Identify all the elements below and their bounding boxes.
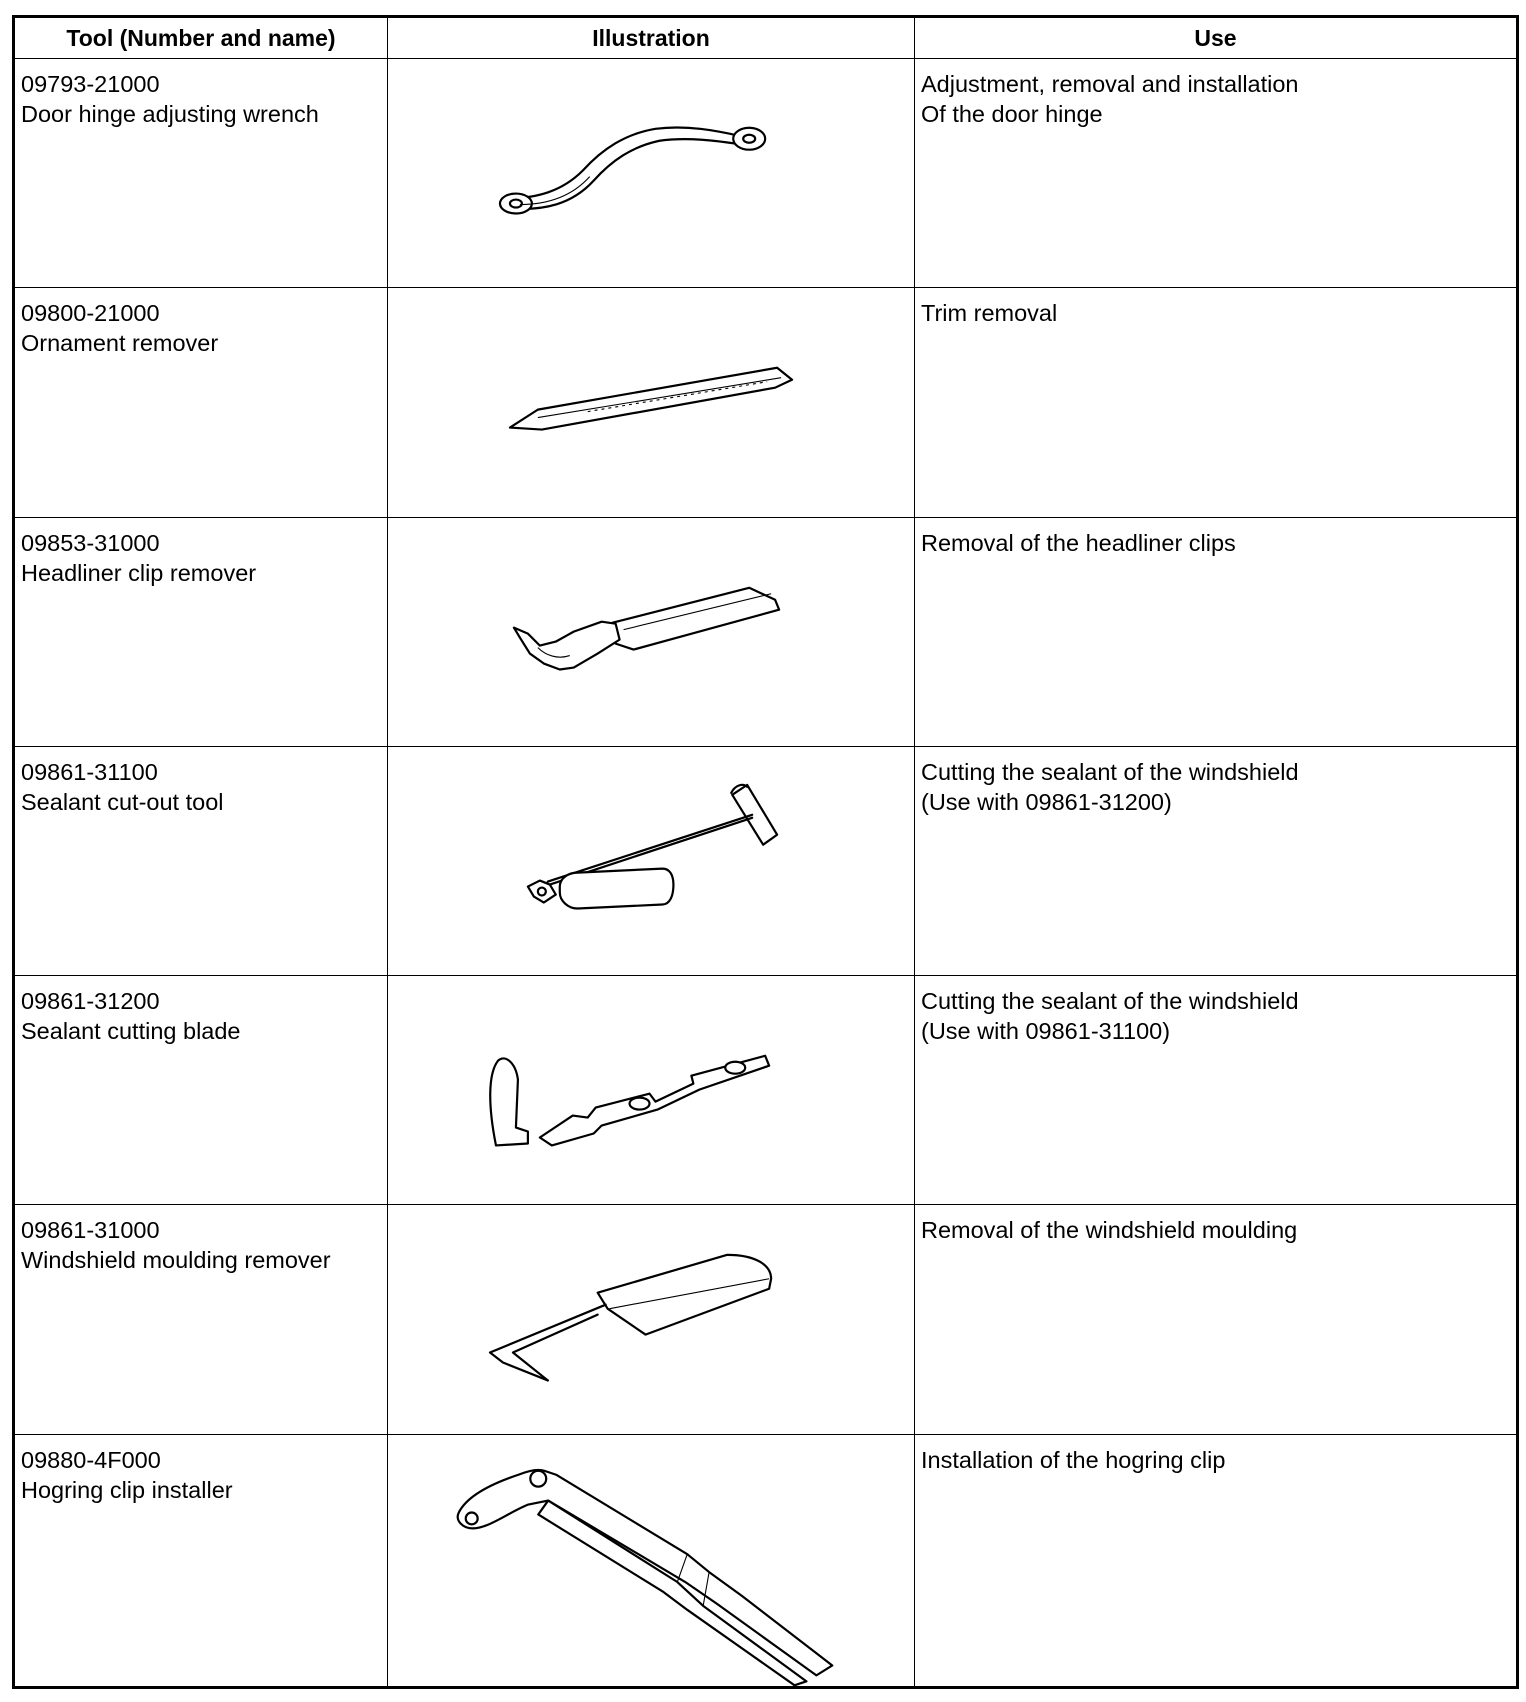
use-line: Cutting the sealant of the windshield [921, 988, 1299, 1015]
tool-cell [14, 1434, 388, 1687]
use-line: (Use with 09861-31100) [921, 1018, 1171, 1045]
tool-name: Hogring clip installer [21, 1476, 233, 1503]
use-line: Removal of the windshield moulding [921, 1217, 1298, 1244]
illustration-cell [388, 1434, 915, 1687]
use-cell [915, 59, 1518, 288]
hogring-clip-installer-icon [388, 1435, 914, 1686]
use-cell [915, 288, 1518, 517]
tool-number: 09793-21000 [21, 71, 160, 97]
tool-name: Windshield moulding remover [21, 1247, 331, 1274]
illustration-cell [388, 517, 915, 746]
special-tools-table [12, 15, 1519, 1689]
table-row [14, 976, 1518, 1205]
header-use: Use [915, 17, 1518, 59]
sealant-cutting-blade-icon [388, 976, 914, 1204]
ornament-remover-icon [388, 288, 914, 516]
use-cell [915, 746, 1518, 975]
tool-cell [14, 59, 388, 288]
tool-name: Door hinge adjusting wrench [21, 101, 319, 127]
header-tool: Tool (Number and name) [14, 17, 388, 59]
tool-name: Ornament remover [21, 330, 219, 357]
illustration-cell [388, 288, 915, 517]
illustration-cell [388, 746, 915, 975]
table-row [14, 59, 1518, 288]
use-cell [915, 1434, 1518, 1687]
door-hinge-wrench-icon [388, 59, 914, 287]
illustration-cell [388, 59, 915, 288]
illustration-cell [388, 1205, 915, 1434]
tool-name: Sealant cut-out tool [21, 788, 224, 815]
sealant-cut-out-tool-icon [388, 747, 914, 975]
tool-name: Sealant cutting blade [21, 1018, 241, 1045]
table-row [14, 288, 1518, 517]
use-line: Cutting the sealant of the windshield [921, 758, 1299, 785]
tool-number: 09880-4F000 [21, 1446, 161, 1473]
tool-number: 09853-31000 [21, 529, 160, 556]
use-line: Installation of the hogring clip [921, 1446, 1226, 1473]
header-row [14, 17, 1518, 59]
tool-cell [14, 288, 388, 517]
tool-cell [14, 746, 388, 975]
use-line: Trim removal [921, 300, 1058, 327]
tool-number: 09861-31100 [21, 758, 158, 785]
tool-number: 09861-31000 [21, 1217, 160, 1244]
tool-cell [14, 517, 388, 746]
table-row [14, 746, 1518, 975]
tool-name: Headliner clip remover [21, 559, 257, 586]
use-cell [915, 1205, 1518, 1434]
use-cell [915, 517, 1518, 746]
table-row [14, 517, 1518, 746]
use-line: Adjustment, removal and installation [921, 71, 1299, 97]
headliner-clip-remover-icon [388, 518, 914, 746]
use-line: (Use with 09861-31200) [921, 788, 1172, 815]
table-row [14, 1434, 1518, 1687]
tool-number: 09800-21000 [21, 300, 160, 327]
use-line: Removal of the headliner clips [921, 529, 1236, 556]
tool-cell [14, 1205, 388, 1434]
illustration-cell [388, 976, 915, 1205]
tool-cell [14, 976, 388, 1205]
use-cell [915, 976, 1518, 1205]
header-illustration: Illustration [388, 17, 915, 59]
windshield-moulding-remover-icon [388, 1205, 914, 1433]
use-line: Of the door hinge [921, 101, 1103, 127]
table-row [14, 1205, 1518, 1434]
tool-number: 09861-31200 [21, 988, 160, 1015]
